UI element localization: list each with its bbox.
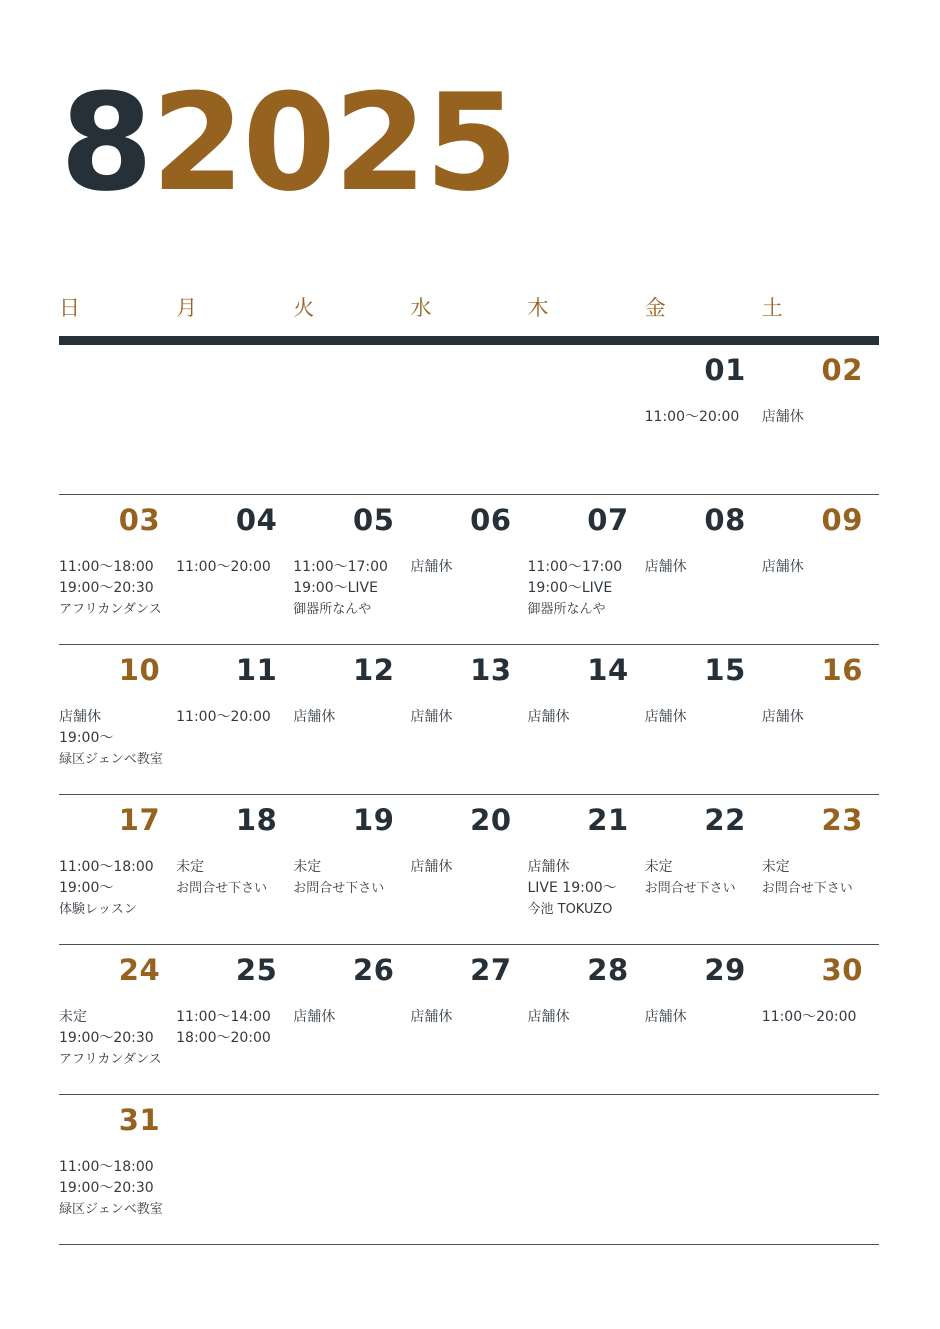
calendar-title: [60, 65, 517, 221]
day-cell-05: [293, 495, 410, 644]
empty-day-cell: [176, 345, 293, 494]
day-cell-19: [293, 795, 410, 944]
day-number: 19: [353, 803, 395, 837]
day-number: 16: [821, 653, 863, 687]
schedule-line: 11:00～17:00: [527, 559, 623, 575]
day-number: 22: [704, 803, 746, 837]
day-number: 29: [704, 953, 746, 987]
day-cell-25: [176, 945, 293, 1094]
day-cell-02: [762, 345, 879, 494]
day-schedule-note: [59, 1007, 176, 1070]
schedule-line: 店舗休: [59, 709, 101, 725]
calendar-week-row: [59, 345, 879, 495]
day-schedule-note: [59, 1157, 176, 1220]
day-cell-11: [176, 645, 293, 794]
day-cell-12: [293, 645, 410, 794]
day-number: 05: [353, 503, 395, 537]
schedule-line: 御器所なんや: [293, 602, 372, 617]
schedule-line: 11:00～18:00: [59, 859, 154, 875]
day-cell-15: [645, 645, 762, 794]
day-schedule-note: [645, 557, 762, 578]
day-number: 20: [470, 803, 512, 837]
day-number: 27: [470, 953, 512, 987]
schedule-line: 店舗休: [644, 559, 687, 575]
schedule-line: 店舗休: [527, 709, 570, 725]
schedule-line: 11:00～20:00: [176, 709, 271, 725]
day-schedule-note: [762, 1007, 879, 1028]
day-number: 28: [587, 953, 629, 987]
day-number: 08: [704, 503, 746, 537]
day-schedule-note: [528, 707, 645, 728]
day-number: 17: [118, 803, 161, 837]
day-number: 04: [235, 503, 278, 537]
schedule-line: 19:00～: [59, 730, 114, 746]
schedule-line: 19:00～LIVE: [527, 580, 613, 596]
day-cell-28: [528, 945, 645, 1094]
weekday-wed: 水: [410, 296, 432, 320]
schedule-line: アフリカンダンス: [59, 1052, 162, 1067]
day-cell-01: [645, 345, 762, 494]
schedule-line: 19:00～20:30: [59, 580, 154, 596]
day-cell-27: [410, 945, 527, 1094]
schedule-line: お問合せ下さい: [761, 881, 853, 896]
day-cell-13: [410, 645, 527, 794]
empty-day-cell: [410, 1095, 527, 1244]
schedule-line: 未定: [761, 859, 790, 875]
empty-day-cell: [293, 1095, 410, 1244]
day-schedule-note: [762, 707, 879, 728]
day-schedule-note: [293, 1007, 410, 1028]
day-schedule-note: [176, 857, 293, 899]
empty-day-cell: [176, 1095, 293, 1244]
day-number: 01: [704, 353, 746, 387]
schedule-line: 店舗休: [644, 709, 687, 725]
calendar-week-row: [59, 795, 879, 945]
weekday-mon: 月: [176, 296, 198, 320]
schedule-line: 店舗休: [527, 859, 570, 875]
day-schedule-note: [59, 707, 176, 770]
schedule-line: 18:00～20:00: [176, 1030, 271, 1046]
weekday-sun: 日: [59, 296, 80, 320]
day-number: 10: [118, 653, 161, 687]
day-number: 07: [587, 503, 629, 537]
schedule-line: 11:00～17:00: [293, 559, 388, 575]
year-number: 2025: [151, 65, 517, 221]
day-number: 03: [118, 503, 161, 537]
day-cell-20: [410, 795, 527, 944]
day-cell-26: [293, 945, 410, 1094]
schedule-line: 11:00～18:00: [59, 559, 154, 575]
empty-day-cell: [59, 345, 176, 494]
day-schedule-note: [293, 857, 410, 899]
day-cell-24: [59, 945, 176, 1094]
day-cell-30: [762, 945, 879, 1094]
day-number: 11: [235, 653, 278, 687]
empty-day-cell: [528, 1095, 645, 1244]
schedule-line: 店舗休: [527, 1009, 570, 1025]
schedule-line: 店舗休: [293, 1009, 336, 1025]
day-cell-06: [410, 495, 527, 644]
weekday-tue: 火: [293, 296, 315, 320]
empty-day-cell: [410, 345, 527, 494]
schedule-line: アフリカンダンス: [59, 602, 162, 617]
day-schedule-note: [645, 707, 762, 728]
header-divider-bar: [59, 336, 879, 345]
day-cell-23: [762, 795, 879, 944]
day-schedule-note: [528, 1007, 645, 1028]
day-schedule-note: [176, 1007, 293, 1049]
schedule-line: お問合せ下さい: [176, 881, 268, 896]
day-cell-03: [59, 495, 176, 644]
schedule-line: 体験レッスン: [59, 902, 137, 917]
day-cell-04: [176, 495, 293, 644]
calendar-week-row: [59, 645, 879, 795]
day-schedule-note: [645, 1007, 762, 1028]
day-schedule-note: [410, 707, 527, 728]
day-number: 24: [118, 953, 161, 987]
day-number: 25: [235, 953, 278, 987]
schedule-line: 19:00～20:30: [59, 1030, 154, 1046]
schedule-line: お問合せ下さい: [644, 881, 736, 896]
day-schedule-note: [410, 857, 527, 878]
day-schedule-note: [59, 857, 176, 920]
day-number: 13: [470, 653, 512, 687]
day-number: 12: [353, 653, 395, 687]
day-cell-29: [645, 945, 762, 1094]
day-schedule-note: [410, 1007, 527, 1028]
day-cell-21: [528, 795, 645, 944]
day-schedule-note: [176, 707, 293, 728]
day-schedule-note: [645, 857, 762, 899]
empty-day-cell: [645, 1095, 762, 1244]
schedule-line: 11:00～20:00: [176, 559, 271, 575]
day-schedule-note: [59, 557, 176, 620]
schedule-line: 店舗休: [410, 709, 453, 725]
month-number: 8: [60, 65, 152, 221]
schedule-line: 店舗休: [293, 709, 336, 725]
day-cell-31: [59, 1095, 176, 1244]
schedule-line: 緑区ジェンベ教室: [59, 752, 163, 767]
schedule-line: 19:00～20:30: [59, 1180, 154, 1196]
day-number: 26: [353, 953, 395, 987]
empty-day-cell: [762, 1095, 879, 1244]
day-number: 21: [587, 803, 629, 837]
day-schedule-note: [762, 857, 879, 899]
day-schedule-note: [762, 557, 879, 578]
day-number: 23: [821, 803, 863, 837]
schedule-line: 緑区ジェンベ教室: [59, 1202, 163, 1217]
day-number: 02: [821, 353, 863, 387]
day-cell-10: [59, 645, 176, 794]
day-number: 31: [118, 1103, 161, 1137]
schedule-line: お問合せ下さい: [293, 881, 385, 896]
day-cell-22: [645, 795, 762, 944]
schedule-line: 未定: [176, 859, 205, 875]
schedule-line: 11:00～20:00: [644, 409, 740, 425]
day-schedule-note: [528, 857, 645, 920]
schedule-line: 御器所なんや: [527, 602, 606, 617]
day-schedule-note: [528, 557, 645, 620]
schedule-line: 未定: [644, 859, 673, 875]
day-number: 15: [704, 653, 746, 687]
weekday-thu: 木: [527, 296, 549, 320]
day-number: 30: [821, 953, 863, 987]
schedule-line: 店舗休: [761, 559, 804, 575]
day-number: 09: [821, 503, 863, 537]
schedule-line: 未定: [293, 859, 322, 875]
calendar-week-row: [59, 945, 879, 1095]
day-schedule-note: [293, 557, 410, 620]
day-schedule-note: [293, 707, 410, 728]
day-number: 18: [235, 803, 278, 837]
schedule-line: 11:00～14:00: [176, 1009, 271, 1025]
schedule-line: 19:00～: [59, 880, 114, 896]
day-cell-16: [762, 645, 879, 794]
day-cell-09: [762, 495, 879, 644]
schedule-line: 11:00～18:00: [59, 1159, 154, 1175]
schedule-line: 今池 TOKUZO: [527, 902, 613, 917]
day-schedule-note: [410, 557, 527, 578]
day-schedule-note: [762, 407, 879, 428]
day-schedule-note: [645, 407, 762, 428]
empty-day-cell: [528, 345, 645, 494]
day-cell-17: [59, 795, 176, 944]
schedule-line: 店舗休: [410, 559, 453, 575]
schedule-line: 店舗休: [761, 709, 804, 725]
day-cell-07: [528, 495, 645, 644]
schedule-line: 店舗休: [410, 859, 453, 875]
day-cell-18: [176, 795, 293, 944]
schedule-line: 19:00～LIVE: [293, 580, 378, 596]
calendar-grid: [59, 345, 879, 1245]
day-number: 06: [470, 503, 512, 537]
weekday-header: [59, 292, 879, 322]
schedule-line: LIVE 19:00～: [527, 880, 617, 896]
day-cell-08: [645, 495, 762, 644]
weekday-fri: 金: [644, 296, 666, 320]
schedule-line: 店舗休: [410, 1009, 453, 1025]
calendar-week-row: [59, 495, 879, 645]
schedule-line: 店舗休: [644, 1009, 687, 1025]
empty-day-cell: [293, 345, 410, 494]
schedule-line: 未定: [59, 1009, 87, 1025]
schedule-line: 店舗休: [761, 409, 804, 425]
day-number: 14: [587, 653, 629, 687]
day-cell-14: [528, 645, 645, 794]
schedule-line: 11:00～20:00: [761, 1009, 857, 1025]
calendar-week-row: [59, 1095, 879, 1245]
day-schedule-note: [176, 557, 293, 578]
weekday-sat: 土: [761, 296, 783, 320]
